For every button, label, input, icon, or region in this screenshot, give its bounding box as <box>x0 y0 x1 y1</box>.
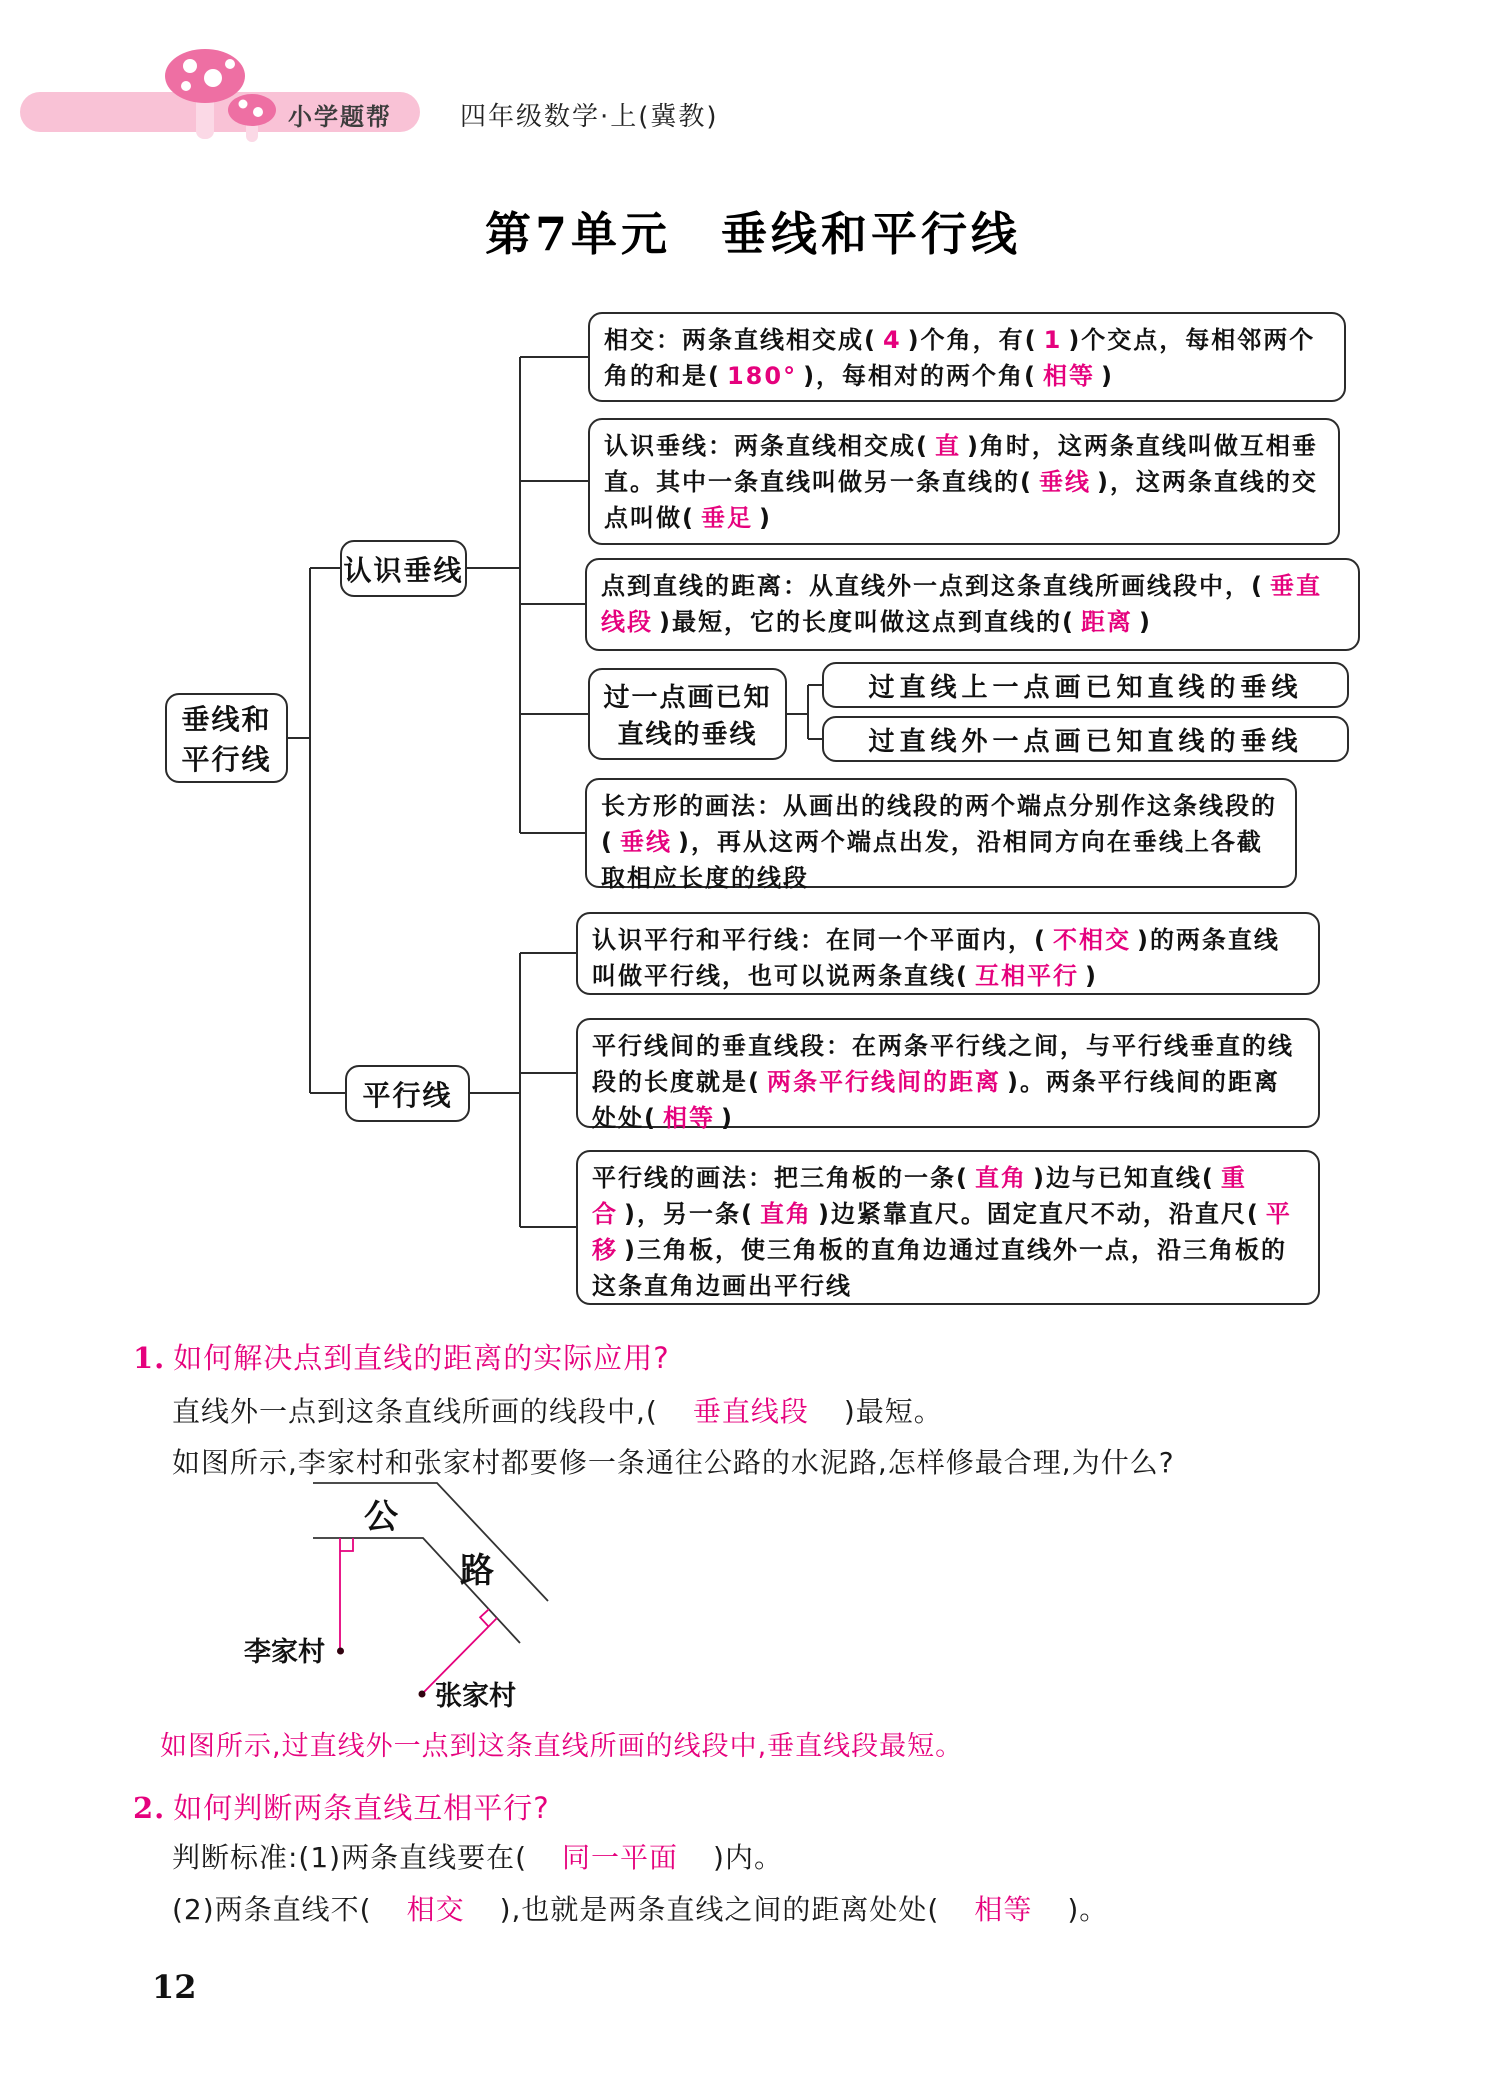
question-1-title: 如何解决点到直线的距离的实际应用? <box>173 1341 670 1375</box>
sub-box-off-line: 过直线外一点画已知直线的垂线 <box>822 716 1349 762</box>
concept-box-intersect: 相交：两条直线相交成( 4 )个角，有( 1 )个交点，每相邻两个角的和是( 180° )，每相对的两个角( 相等 ) <box>588 312 1346 402</box>
branch-node-perpendicular: 认识垂线 <box>340 540 467 597</box>
concept-box-parallel-segment: 平行线间的垂直线段：在两条平行线之间，与平行线垂直的线段的长度就是( 两条平行线间的距离 )。两条平行线间的距离处处( 相等 ) <box>576 1018 1320 1128</box>
concept-box-draw-perpendicular: 过一点画已知 直线的垂线 <box>588 668 787 760</box>
concept-box-distance: 点到直线的距离：从直线外一点到这条直线所画线段中，( 垂直线段 )最短，它的长度叫做这点到直线的( 距离 ) <box>585 558 1360 651</box>
question-1-conclusion: 如图所示,过直线外一点到这条直线所画的线段中,垂直线段最短。 <box>160 1731 964 1762</box>
question-1-scenario-line: 如图所示,李家村和张家村都要修一条通往公路的水泥路,怎样修最合理,为什么? <box>172 1446 1175 1479</box>
concept-box-parallel-intro: 认识平行和平行线：在同一个平面内，( 不相交 )的两条直线叫做平行线，也可以说两条直线( 互相平行 ) <box>576 912 1320 995</box>
question-2-heading <box>133 1786 550 1827</box>
course-label: 四年级数学·上(冀教) <box>460 102 719 132</box>
village1-point <box>337 1648 344 1655</box>
concept-box-perpendicular: 认识垂线：两条直线相交成( 直 )角时，这两条直线叫做互相垂直。其中一条直线叫做另一条直线的( 垂线 )，这两条直线的交点叫做( 垂足 ) <box>588 418 1340 545</box>
question-1-answer-line: 直线外一点到这条直线所画的线段中,( 垂直线段 )最短。 <box>172 1395 943 1428</box>
road-label-bottom: 路 <box>460 1551 494 1591</box>
question-2-criterion-1: 判断标准:(1)两条直线要在( 同一平面 )内。 <box>172 1841 783 1874</box>
sub-box-on-line: 过直线上一点画已知直线的垂线 <box>822 662 1349 708</box>
branch-node-parallel: 平行线 <box>345 1065 470 1122</box>
question-2-number: 2. <box>133 1791 166 1825</box>
page-title: 第7单元 垂线和平行线 <box>484 207 1021 261</box>
page-number: 12 <box>152 1968 197 2006</box>
root-node: 垂线和 平行线 <box>165 693 288 783</box>
village2-label: 张家村 <box>435 1681 516 1712</box>
road-diagram <box>230 1470 600 1720</box>
concept-box-rectangle: 长方形的画法：从画出的线段的两个端点分别作这条线段的( 垂线 )，再从这两个端点出发，沿相同方向在垂线上各截取相应长度的线段 <box>585 778 1297 888</box>
question-2-title: 如何判断两条直线互相平行? <box>173 1791 550 1825</box>
village2-point <box>419 1691 426 1698</box>
village1-label: 李家村 <box>244 1637 325 1668</box>
mushroom-icon <box>158 48 288 143</box>
brand-badge: 小学题帮 <box>288 103 392 131</box>
question-2-criterion-2: (2)两条直线不( 相交 ),也就是两条直线之间的距离处处( 相等 )。 <box>172 1893 1109 1926</box>
concept-box-parallel-draw: 平行线的画法：把三角板的一条( 直角 )边与已知直线( 重合 )，另一条( 直角 )边紧靠直尺。固定直尺不动，沿直尺( 平移 )三角板，使三角板的直角边通过直线外一点，沿三角板的这条直角边画出平行线 <box>576 1150 1320 1305</box>
question-1-number: 1. <box>133 1341 166 1375</box>
question-1-heading <box>133 1336 670 1377</box>
road-label-top: 公 <box>364 1497 398 1537</box>
